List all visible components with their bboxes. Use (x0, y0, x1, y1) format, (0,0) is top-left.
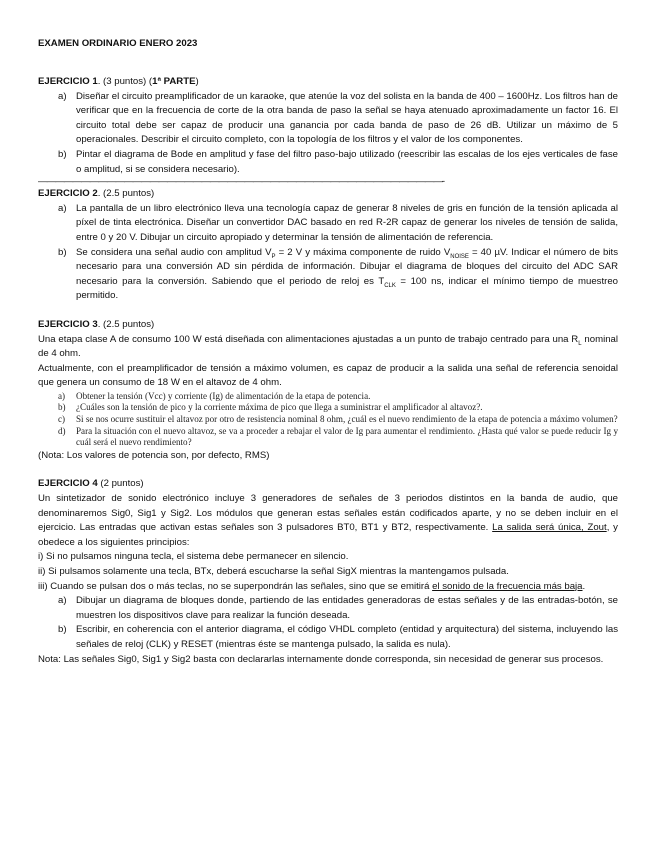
exercise-4-item-a (38, 594, 618, 623)
exercise-4-heading (38, 477, 618, 492)
item-label: b) (58, 624, 67, 636)
item-text-2: = 2 V y máxima componente de ruido V (275, 246, 451, 258)
exercise-3-item-b (38, 402, 618, 414)
rule-i: i) Si no pulsamos ninguna tecla, el sistema debe permanecer en silencio. (38, 551, 349, 563)
exercise-1 (38, 75, 618, 177)
item-text: Escribir, en coherencia con el anterior diagrama, el código VHDL completo (entidad y arquitectura) del sistema, incluyendo las señales de reloj (CLK) y RESET (mientras éste se mantenga pulsado, la salida es nula). (76, 624, 618, 650)
exercise-3-intro-2: Actualmente, con el preamplificador de tensión a máximo volumen, es capaz de producir a la salida una señal de referencia senoidal que genera un consumo de 18 W en el altavoz de 4 ohm. (38, 362, 618, 389)
exercise-4-points: (2 puntos) (97, 478, 144, 490)
subscript-p: P (271, 253, 276, 260)
item-text: Dibujar un diagrama de bloques donde, partiendo de las entidades generadoras de estas señales y de las entradas-botón, se muestren los dispositivos clave para realizar la función deseada. (76, 595, 618, 621)
exercise-3-note: (Nota: Los valores de potencia son, por defecto, RMS) (38, 449, 270, 461)
item-label: a) (58, 202, 67, 214)
item-text: Diseñar el circuito preamplificador de un karaoke, que atenúe la voz del solista en la banda de 400 – 1600Hz. Los filtros han de verificar que en la frecuencia de corte de la otra banda de paso la señal se haya atenuado aproximadamente un factor 16. El circuito total debe ser capaz de producir una ganancia por cada banda de paso de 26 dB. Utilizar un máximo de 5 operacionales. Describir el circuito completo, con la topología de los filtros y el valor de los componentes. (76, 90, 618, 146)
rule-iii-text-1: iii) Cuando se pulsan dos o más teclas, no se superpondrán las señales, sino que se emitirá (38, 580, 433, 592)
exercise-1-points: . (3 puntos) ( (97, 76, 153, 87)
subscript-noise: NOISE (450, 253, 469, 260)
item-text-1: Se considera una señal audio con amplitud V (76, 246, 272, 258)
exercise-4 (38, 477, 618, 667)
item-label: d) (58, 425, 66, 436)
item-label: c) (58, 414, 66, 425)
exercise-2 (38, 187, 618, 304)
item-label: b) (58, 148, 67, 160)
exercise-1-label: EJERCICIO 1 (38, 76, 98, 87)
exercise-3-intro (38, 333, 618, 362)
rule-iii-underline: el sonido de la frecuencia más baja (432, 580, 583, 592)
item-label: b) (58, 402, 66, 413)
item-text: Pintar el diagrama de Bode en amplitud y fase del filtro paso-bajo utilizado (reescribir las escalas de los ejes verticales de fase o amplitud, si se considera necesario). (76, 148, 618, 175)
exercise-1-item-a (38, 90, 618, 148)
separator-line: ———————————————————————————————————————————————- (38, 177, 445, 188)
exercise-2-item-b (38, 246, 618, 304)
intro-text-1: Un sintetizador de sonido electrónico incluye 3 generadores de señales de 3 periodos distintos en la banda de audio, que denominaremos Sig0, Sig1 y Sig2. Los módulos que generan estas señales están codificados aparte, y no se deben incluir en el ejercicio. Las entradas que activan estas señales son 3 pulsadores BT0, BT1 y BT2, respectivamente. (38, 493, 618, 534)
item-text-3: = 40 µV. Indicar el número de bits necesario para una conversión AD sin pérdida de información. Dibujar el diagrama de bloques del circuito del ADC SAR necesario para la conversión. Sabiendo que el periodo de reloj es T (76, 246, 618, 287)
exercise-2-heading (38, 187, 618, 202)
item-text: ¿Cuáles son la tensión de pico y la corriente máxima de pico que llega a suministrar el amplificador al altavoz?. (76, 402, 483, 413)
exercise-3-items (38, 391, 618, 449)
exam-title: EXAMEN ORDINARIO ENERO 2023 (38, 38, 198, 49)
exercise-2-points: . (2.5 puntos) (97, 188, 155, 200)
subscript-l: L (578, 340, 582, 347)
exercise-1-item-b (38, 148, 618, 177)
intro-text-2: nominal de 4 ohm. (38, 333, 619, 360)
exercise-3 (38, 318, 618, 464)
exercise-4-item-b (38, 623, 618, 652)
exercise-2-label: EJERCICIO 2 (38, 188, 98, 200)
intro-text-1: Una etapa clase A de consumo 100 W está diseñada con alimentaciones ajustadas a un punto de trabajo centrado para una R (38, 333, 579, 345)
exercise-4-label: EJERCICIO 4 (38, 478, 98, 490)
exam-page (38, 38, 618, 667)
exercise-2-item-a (38, 202, 618, 246)
exercise-4-note: Nota: Las señales Sig0, Sig1 y Sig2 basta con declararlas internamente donde corresponda, sin necesidad de generar sus procesos. (38, 653, 604, 665)
exercise-1-part: 1ª PARTE (152, 76, 196, 87)
rule-ii: ii) Si pulsamos solamente una tecla, BTx, deberá escucharse la señal SigX mientras la mantengamos pulsada. (38, 566, 509, 577)
exercise-3-heading (38, 318, 618, 333)
exercise-3-item-a (38, 391, 618, 403)
rule-iii-text-2: . (582, 580, 586, 592)
item-label: a) (58, 595, 67, 607)
item-text: La pantalla de un libro electrónico lleva una tecnología capaz de generar 8 niveles de gris en función de la tensión aplicada al píxel de tinta electrónica. Diseñar un convertidor DAC basado en red R-2R capaz de generar los niveles de tensión de salida, entre 0 y 20 V. Dibujar un circuito apropiado y determinar la tensión de alimentación de referencia. (76, 202, 618, 243)
item-text: Si se nos ocurre sustituir el altavoz por otro de resistencia nominal 8 ohm, ¿cuál es el nuevo rendimiento de la etapa de potencia a máximo volumen? (76, 414, 618, 425)
exercise-3-label: EJERCICIO 3 (38, 318, 98, 330)
intro-text-2: , y obedece a los siguientes principios: (38, 522, 618, 548)
exercise-1-part-close: ) (195, 76, 199, 87)
exercise-1-heading (38, 75, 618, 90)
exercise-3-points: . (2.5 puntos) (97, 318, 155, 330)
item-label: a) (58, 90, 67, 102)
item-text: Para la situación con el nuevo altavoz, se va a proceder a rebajar el valor de Ig para aumentar el rendimiento. ¿Hasta qué valor se puede reducir Ig y cuál será el nuevo rendimiento? (76, 425, 618, 448)
exercise-4-intro (38, 492, 618, 550)
exercise-3-item-d (38, 426, 618, 449)
item-label: a) (58, 390, 66, 401)
item-label: b) (58, 246, 67, 258)
intro-underline: La salida será única, Zout (492, 522, 607, 534)
exercise-3-item-c (38, 414, 618, 426)
item-text: Obtener la tensión (Vcc) y corriente (Ig) de alimentación de la etapa de potencia. (76, 390, 371, 401)
rule-iii (38, 580, 618, 595)
subscript-clk: CLK (384, 282, 396, 289)
item-text-4: = 100 ns, indicar el mínimo tiempo de muestreo permitido. (76, 275, 618, 302)
